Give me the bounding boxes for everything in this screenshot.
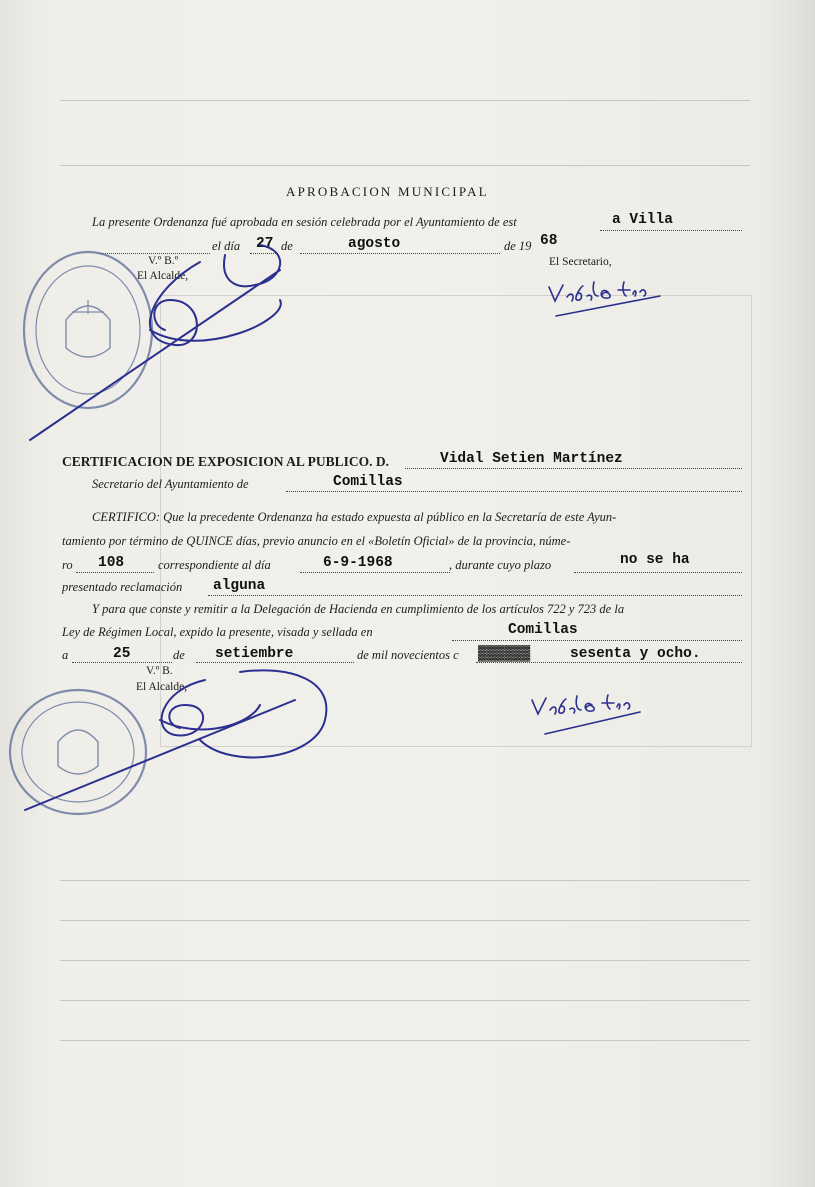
dotted-line	[208, 595, 742, 596]
conste-line-2: Ley de Régimen Local, expido la presente, visada y sellada en	[62, 625, 373, 639]
dotted-line	[300, 572, 450, 573]
dotted-line	[600, 230, 742, 231]
approval-day-fill: 27	[256, 236, 274, 252]
dotted-line	[100, 253, 210, 254]
dotted-line	[196, 662, 354, 663]
certification-day-fill: 25	[113, 646, 131, 662]
certification-town2-fill: Comillas	[508, 622, 578, 638]
ghost-rule	[60, 1000, 750, 1001]
boletin-number-fill: 108	[98, 555, 125, 571]
plazo-fill: no se ha	[620, 552, 690, 568]
approval-year-fill: 68	[540, 233, 558, 249]
section-title-aprobacion: APROBACION MUNICIPAL	[286, 184, 489, 199]
dotted-line	[452, 640, 742, 641]
certifico-line-1: CERTIFICO: Que la precedente Ordenanza ha estado expuesta al público en la Secretaría de este Ayun-	[92, 510, 617, 524]
certification-heading: CERTIFICACION DE EXPOSICION AL PUBLICO. D.	[62, 454, 389, 469]
certifico-line-2: tamiento por término de QUINCE días, previo anuncio en el «Boletín Oficial» de la provincia, núme-	[62, 534, 571, 548]
ghost-rule	[60, 1040, 750, 1041]
approval-year-label: de 19	[504, 239, 532, 253]
correspondiente-label: correspondiente al día	[158, 558, 271, 572]
approval-villa-fill: a Villa	[612, 212, 673, 228]
dotted-line	[250, 253, 278, 254]
ghost-rule	[60, 880, 750, 881]
durante-label: , durante cuyo plazo	[449, 558, 552, 572]
de-label: de	[173, 648, 185, 662]
vb-label-2: V.º B.	[146, 665, 173, 677]
year-words-fill: sesenta y ocho.	[570, 646, 701, 662]
certification-town-fill: Comillas	[333, 474, 403, 490]
certification-name-fill: Vidal Setien Martínez	[440, 451, 623, 467]
presentado-label: presentado reclamación	[62, 580, 183, 594]
vb-label: V.º B.º	[148, 255, 179, 267]
secretario-label: El Secretario,	[549, 256, 612, 268]
dotted-line	[286, 491, 742, 492]
ghost-rule	[60, 920, 750, 921]
secretario-ayuntamiento-label: Secretario del Ayuntamiento de	[92, 477, 249, 491]
struck-out-text: ▓▓▓▓▓▓	[478, 646, 531, 662]
boletin-date-fill: 6-9-1968	[323, 555, 393, 571]
certification-month-fill: setiembre	[215, 646, 294, 662]
alguna-fill: alguna	[213, 578, 266, 594]
approval-text: La presente Ordenanza fué aprobada en sesión celebrada por el Ayuntamiento de est	[92, 215, 517, 229]
approval-dia-label: el día	[212, 239, 241, 253]
numero-label: ro	[62, 558, 73, 572]
alcalde-label-2: El Alcalde,	[136, 681, 188, 693]
dotted-line	[300, 253, 500, 254]
approval-month-fill: agosto	[348, 236, 401, 252]
conste-line-1: Y para que conste y remitir a la Delegación de Hacienda en cumplimiento de los artículos 722 y 723 de la	[92, 602, 625, 616]
dotted-line	[574, 572, 742, 573]
a-label: a	[62, 648, 69, 662]
dotted-line	[72, 662, 172, 663]
ghost-rule	[60, 100, 750, 101]
dotted-line	[76, 572, 154, 573]
alcalde-label: El Alcalde,	[137, 270, 189, 282]
ghost-rule	[60, 960, 750, 961]
dotted-line	[405, 468, 742, 469]
mil-novecientos-label: de mil novecientos c	[357, 648, 459, 662]
dotted-line	[476, 662, 742, 663]
ghost-rule	[60, 165, 750, 166]
approval-de-label: de	[281, 239, 293, 253]
